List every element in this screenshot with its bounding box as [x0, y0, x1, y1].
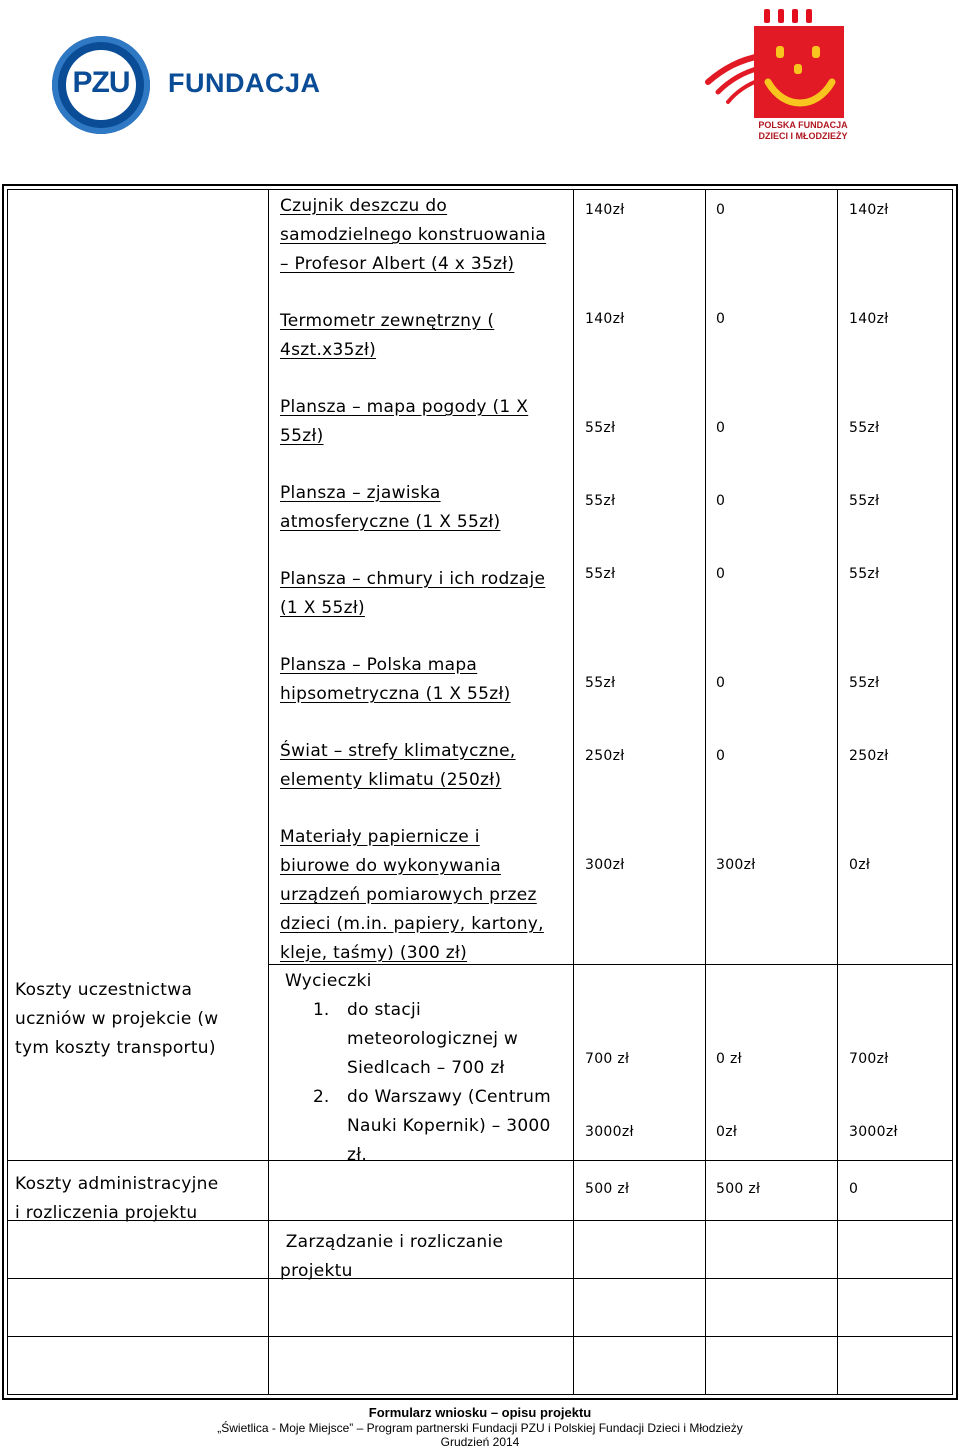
- trip-desc: do stacji meteorologicznej w Siedlcach – 700 zł: [347, 1000, 519, 1078]
- row-value-3: 55zł: [849, 566, 880, 582]
- pzu-letters: PZU: [72, 66, 130, 99]
- footer-date: Grudzień 2014: [440, 1435, 520, 1449]
- row-value-3: 55zł: [849, 493, 880, 509]
- row-value-2: 0: [716, 675, 726, 691]
- row-value-3: 140zł: [849, 202, 889, 218]
- trip-value-3: 700zł: [849, 1051, 889, 1067]
- row-desc: Plansza – Polska mapa hipsometryczna (1 X 55zł): [280, 655, 511, 704]
- admin-desc: Zarządzanie i rozliczanie projektu: [280, 1232, 504, 1281]
- row-value-1: 55zł: [585, 566, 616, 582]
- trip-value-1: 700 zł: [585, 1051, 630, 1067]
- trips-title: Wycieczki: [285, 971, 372, 991]
- admin-value-2: 500 zł: [716, 1181, 761, 1197]
- admin-category: Koszty administracyjne i rozliczenia projektu: [15, 1174, 219, 1223]
- row-value-2: 0: [716, 493, 726, 509]
- row-value-2: 300zł: [716, 857, 756, 873]
- trip-value-2: 0zł: [716, 1124, 738, 1140]
- row-value-1: 55zł: [585, 493, 616, 509]
- pfdm-smile-icon: [754, 26, 844, 118]
- footer-title: Formularz wniosku – opisu projektu: [368, 1405, 592, 1420]
- row-value-1: 140zł: [585, 311, 625, 327]
- row-value-3: 250zł: [849, 748, 889, 764]
- row-desc: Termometr zewnętrzny ( 4szt.x35zł): [280, 311, 495, 360]
- row-value-2: 0: [716, 566, 726, 582]
- row-value-1: 140zł: [585, 202, 625, 218]
- row-value-1: 250zł: [585, 748, 625, 764]
- col-divider-1: [268, 190, 269, 1394]
- row-value-2: 0: [716, 748, 726, 764]
- row-desc: Plansza – zjawiska atmosferyczne (1 X 55zł): [280, 483, 501, 532]
- pfdm-line1: POLSKA FUNDACJA: [758, 120, 848, 130]
- pzu-emblem: [52, 36, 150, 134]
- pfdm-bars-icon: [764, 8, 834, 26]
- row-desc: Czujnik deszczu do samodzielnego konstruowania – Profesor Albert (4 x 35zł): [280, 196, 547, 274]
- row-desc: Plansza – mapa pogody (1 X 55zł): [280, 397, 529, 446]
- row-value-2: 0: [716, 202, 726, 218]
- row-value-1: 55zł: [585, 675, 616, 691]
- trip-value-1: 3000zł: [585, 1124, 634, 1140]
- pzu-word: FUNDACJA: [168, 68, 321, 98]
- footer-program: „Świetlica - Moje Miejsce” – Program partnerski Fundacji PZU i Polskiej Fundacji Dzieci i Młodzieży: [217, 1421, 743, 1435]
- row-value-3: 55zł: [849, 675, 880, 691]
- col-divider-3: [705, 190, 706, 1394]
- trip-desc: do Warszawy (Centrum Nauki Kopernik) – 3000 zł.: [347, 1087, 552, 1165]
- row-value-1: 55zł: [585, 420, 616, 436]
- row-value-2: 0: [716, 420, 726, 436]
- pfdm-name: [748, 120, 858, 142]
- trip-value-2: 0 zł: [716, 1051, 742, 1067]
- row-value-3: 0zł: [849, 857, 871, 873]
- row-value-3: 140zł: [849, 311, 889, 327]
- trip-number: 1.: [313, 1000, 330, 1020]
- trip-value-3: 3000zł: [849, 1124, 898, 1140]
- pfdm-logo: [704, 8, 854, 143]
- trip-number: 2.: [313, 1087, 330, 1107]
- admin-value-3: 0: [849, 1181, 859, 1197]
- row-desc: Świat – strefy klimatyczne, elementy klimatu (250zł): [280, 741, 516, 790]
- row-value-3: 55zł: [849, 420, 880, 436]
- row-desc: Plansza – chmury i ich rodzaje (1 X 55zł): [280, 569, 546, 618]
- row-desc: Materiały papiernicze i biurowe do wykonywania urządzeń pomiarowych przez dzieci (m.in. papiery, kartony, kleje, taśmy) (300 zł): [280, 827, 544, 963]
- admin-value-1: 500 zł: [585, 1181, 630, 1197]
- pzu-fundacja-logo: [52, 36, 321, 136]
- row-divider-empty-2: [8, 1336, 952, 1337]
- row-value-2: 0: [716, 311, 726, 327]
- pfdm-line2: DZIECI I MŁODZIEŻY: [758, 131, 848, 141]
- col-divider-2: [573, 190, 574, 1394]
- col-divider-4: [837, 190, 838, 1394]
- trips-category: Koszty uczestnictwa uczniów w projekcie (w tym koszty transportu): [15, 980, 219, 1058]
- row-value-1: 300zł: [585, 857, 625, 873]
